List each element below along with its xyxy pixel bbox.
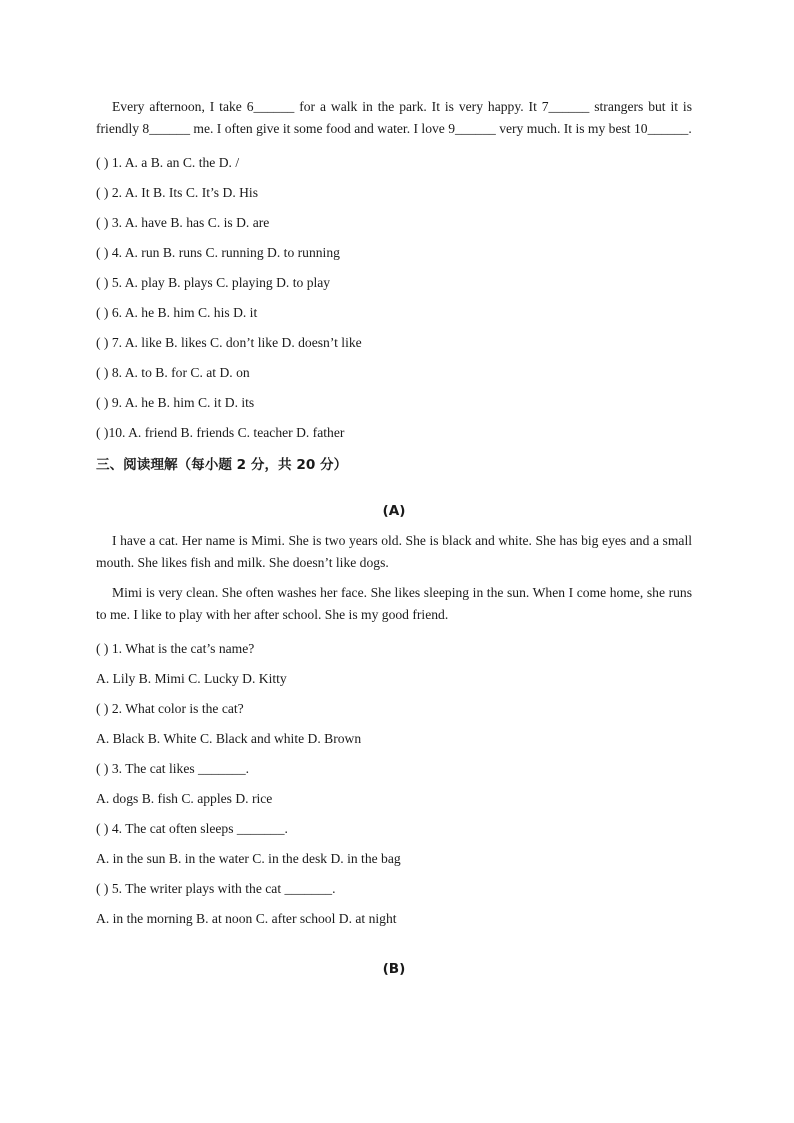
cloze-question-list	[96, 148, 692, 448]
reading-options-5: A. in the morning B. at noon C. after school D. at night	[96, 911, 397, 926]
cloze-question-3: ( ) 3. A. have B. has C. is D. are	[96, 215, 270, 230]
cloze-question-9: ( ) 9. A. he B. him C. it D. its	[96, 395, 255, 410]
cloze-question-8: ( ) 8. A. to B. for C. at D. on	[96, 365, 250, 380]
spacer	[96, 626, 692, 634]
reading-question-1: ( ) 1. What is the cat’s name?	[96, 641, 255, 656]
cloze-question-6: ( ) 6. A. he B. him C. his D. it	[96, 305, 258, 320]
reading-paragraph-1: I have a cat. Her name is Mimi. She is two years old. She is black and white. She has big eyes and a small mouth. She likes fish and milk. She doesn’t like dogs.	[96, 533, 692, 570]
spacer	[96, 574, 692, 582]
section-heading: 三、阅读理解（每小题 2 分，共 20 分）	[96, 457, 348, 473]
reading-question-3: ( ) 3. The cat likes _______.	[96, 761, 250, 776]
part-a-title: (A)	[382, 503, 406, 519]
reading-options-3: A. dogs B. fish C. apples D. rice	[96, 791, 273, 806]
reading-question-4: ( ) 4. The cat often sleeps _______.	[96, 821, 288, 836]
reading-options-1: A. Lily B. Mimi C. Lucky D. Kitty	[96, 671, 287, 686]
worksheet-page	[96, 96, 692, 988]
cloze-question-4: ( ) 4. A. run B. runs C. running D. to running	[96, 245, 340, 260]
reading-paragraph-2: Mimi is very clean. She often washes her face. She likes sleeping in the sun. When I come home, she runs to me. I like to play with her after school. She is my good friend.	[96, 585, 692, 622]
reading-question-list	[96, 634, 692, 934]
cloze-question-5: ( ) 5. A. play B. plays C. playing D. to play	[96, 275, 331, 290]
cloze-question-10: ( )10. A. friend B. friends C. teacher D. father	[96, 425, 345, 440]
reading-options-2: A. Black B. White C. Black and white D. Brown	[96, 731, 362, 746]
reading-options-4: A. in the sun B. in the water C. in the desk D. in the bag	[96, 851, 401, 866]
spacer	[96, 140, 692, 148]
cloze-passage: Every afternoon, I take 6______ for a walk in the park. It is very happy. It 7______ strangers but it is friendly 8______ me. I often give it some food and water. I love 9______ very much. It is my best 10______.	[96, 99, 692, 136]
reading-question-2: ( ) 2. What color is the cat?	[96, 701, 244, 716]
reading-question-5: ( ) 5. The writer plays with the cat _______.	[96, 881, 336, 896]
cloze-question-1: ( ) 1. A. a B. an C. the D. /	[96, 155, 240, 170]
part-b-title: (B)	[382, 961, 406, 977]
cloze-question-2: ( ) 2. A. It B. Its C. It’s D. His	[96, 185, 258, 200]
cloze-question-7: ( ) 7. A. like B. likes C. don’t like D. doesn’t like	[96, 335, 362, 350]
